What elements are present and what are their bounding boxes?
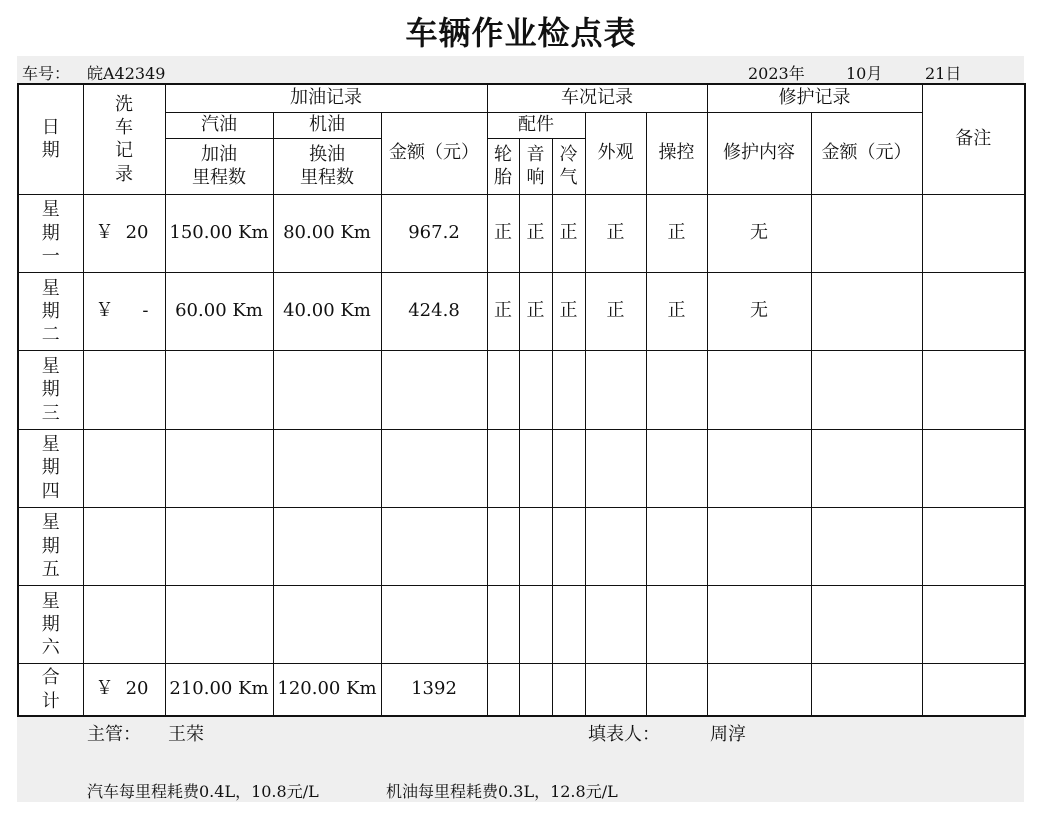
oil-mileage-cell: 80.00 Km [273,194,381,272]
tire-cell [487,351,519,429]
table-row [18,194,1025,272]
repair-amount-cell [811,586,922,664]
col-header-engine-oil: 机油 [273,112,381,138]
amount-cell: 424.8 [381,273,487,351]
total-cell-empty [552,664,585,716]
appearance-cell: 正 [585,273,646,351]
total-oil-mileage: 120.00 Km [273,664,381,716]
col-header-parts: 配件 [487,112,585,138]
appearance-cell [585,586,646,664]
date-day: 21日 [925,64,962,83]
col-header-repair-amount: 金额（元） [811,112,922,194]
audio-cell [519,507,552,585]
total-label: 合计 [18,664,83,716]
ac-cell [552,507,585,585]
day-cell: 星期三 [18,351,83,429]
appearance-cell [585,351,646,429]
filler-name: 周淳 [710,724,746,745]
plate-number: 皖A42349 [87,64,166,83]
amount-cell: 967.2 [381,194,487,272]
total-cell-empty [646,664,707,716]
col-header-audio: 音响 [519,138,552,194]
gas-mileage-cell [165,429,273,507]
filler-label: 填表人： [588,724,660,745]
col-header-remark: 备注 [922,84,1025,194]
col-header-refuel-mileage: 加油 里程数 [165,138,273,194]
col-header-condition-group: 车况记录 [487,84,707,112]
remark-cell [922,351,1025,429]
supervisor-label: 主管： [87,724,141,745]
col-header-control: 操控 [646,112,707,194]
repair-content-cell [707,586,811,664]
col-header-appearance: 外观 [585,112,646,194]
total-row [18,664,1025,716]
control-cell: 正 [646,273,707,351]
control-cell: 正 [646,194,707,272]
audio-cell [519,586,552,664]
control-cell [646,586,707,664]
tire-cell [487,507,519,585]
table-row [18,351,1025,429]
oil-mileage-cell [273,351,381,429]
oil-mileage-cell [273,586,381,664]
date-year: 2023年 [748,64,805,83]
repair-amount-cell [811,507,922,585]
day-cell: 星期四 [18,429,83,507]
note-gasoline-consumption: 汽车每里程耗费0.4L，10.8元/L [87,782,319,801]
page-title: 车辆作业检点表 [405,14,637,52]
control-cell [646,507,707,585]
gas-mileage-cell: 150.00 Km [165,194,273,272]
col-header-gasoline: 汽油 [165,112,273,138]
oil-mileage-cell: 40.00 Km [273,273,381,351]
day-cell: 星期五 [18,507,83,585]
ac-cell [552,586,585,664]
total-cell-empty [811,664,922,716]
tire-cell [487,429,519,507]
repair-amount-cell [811,273,922,351]
inspection-table [17,83,1026,717]
ac-cell [552,351,585,429]
col-header-repair-group: 修护记录 [707,84,922,112]
oil-mileage-cell [273,507,381,585]
repair-content-cell: 无 [707,194,811,272]
repair-content-cell: 无 [707,273,811,351]
table-row [18,507,1025,585]
audio-cell: 正 [519,194,552,272]
amount-cell [381,507,487,585]
amount-cell [381,429,487,507]
control-cell [646,429,707,507]
ac-cell: 正 [552,194,585,272]
gas-mileage-cell [165,507,273,585]
remark-cell [922,194,1025,272]
col-header-date: 日期 [18,84,83,194]
day-cell: 星期六 [18,586,83,664]
col-header-tire: 轮胎 [487,138,519,194]
ac-cell [552,429,585,507]
total-cell-empty [519,664,552,716]
gas-mileage-cell [165,586,273,664]
audio-cell: 正 [519,273,552,351]
tire-cell: 正 [487,194,519,272]
wash-cell: ￥ 20 [83,194,165,272]
appearance-cell: 正 [585,194,646,272]
date-month: 10月 [846,64,883,83]
oil-mileage-cell [273,429,381,507]
note-oil-consumption: 机油每里程耗费0.3L，12.8元/L [386,782,618,801]
gas-mileage-cell [165,351,273,429]
day-cell: 星期一 [18,194,83,272]
remark-cell [922,586,1025,664]
table-row [18,429,1025,507]
total-gas-mileage: 210.00 Km [165,664,273,716]
total-cell-empty [487,664,519,716]
control-cell [646,351,707,429]
wash-cell [83,429,165,507]
audio-cell [519,429,552,507]
wash-cell [83,586,165,664]
audio-cell [519,351,552,429]
col-header-ac: 冷气 [552,138,585,194]
col-header-repair-content: 修护内容 [707,112,811,194]
repair-amount-cell [811,194,922,272]
day-cell: 星期二 [18,273,83,351]
total-amount: 1392 [381,664,487,716]
repair-content-cell [707,429,811,507]
repair-content-cell [707,351,811,429]
remark-cell [922,507,1025,585]
appearance-cell [585,429,646,507]
remark-cell [922,429,1025,507]
total-wash: ￥ 20 [83,664,165,716]
wash-cell: ￥ - [83,273,165,351]
col-header-fuel-group: 加油记录 [165,84,487,112]
tire-cell [487,586,519,664]
col-header-change-mileage: 换油 里程数 [273,138,381,194]
remark-cell [922,273,1025,351]
total-cell-empty [585,664,646,716]
col-header-fuel-amount: 金额（元） [381,112,487,194]
appearance-cell [585,507,646,585]
repair-amount-cell [811,351,922,429]
total-cell-empty [922,664,1025,716]
plate-label: 车号： [22,64,71,83]
repair-amount-cell [811,429,922,507]
tire-cell: 正 [487,273,519,351]
wash-cell [83,351,165,429]
col-header-wash: 洗车记录 [83,84,165,194]
table-row [18,586,1025,664]
wash-cell [83,507,165,585]
gas-mileage-cell: 60.00 Km [165,273,273,351]
repair-content-cell [707,507,811,585]
total-cell-empty [707,664,811,716]
supervisor-name: 王荣 [168,724,204,745]
ac-cell: 正 [552,273,585,351]
amount-cell [381,351,487,429]
amount-cell [381,586,487,664]
table-row [18,273,1025,351]
